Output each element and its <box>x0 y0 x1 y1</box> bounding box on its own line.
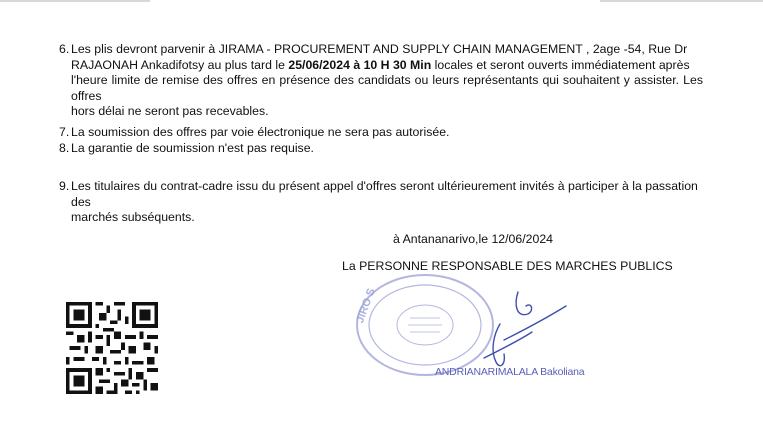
clause-7 <box>59 125 703 141</box>
clause-text <box>71 179 703 226</box>
clause-line: Les plis devront parvenir à JIRAMA - PROCUREMENT AND SUPPLY CHAIN MANAGEMENT , 2age -54, Rue Dr <box>71 42 688 56</box>
top-edge-mark <box>0 0 150 2</box>
clause-text-segment: RAJAONAH Ankadifotsy au plus tard le <box>71 57 289 72</box>
clause-6 <box>59 42 703 120</box>
clause-number: 9. <box>59 179 70 193</box>
clause-text: La garantie de soumission n'est pas requise. <box>71 141 314 155</box>
clause-line: hors délai ne seront pas recevables. <box>71 104 269 119</box>
place-and-date: à Antananarivo,le 12/06/2024 <box>393 232 553 246</box>
clause-9 <box>59 179 703 226</box>
clause-number: 6. <box>59 42 70 56</box>
clause-text-segment: locales et seront ouverts immédiatement après <box>431 57 690 72</box>
qr-code-icon <box>66 302 158 394</box>
clause-8 <box>59 141 703 157</box>
deadline-date: 25/06/2024 à 10 H 30 Min <box>288 57 432 72</box>
clause-number: 8. <box>59 141 70 155</box>
clause-text <box>71 42 703 120</box>
clause-text: La soumission des offres par voie électronique ne sera pas autorisée. <box>71 125 450 139</box>
signatory-title: La PERSONNE RESPONSABLE DES MARCHES PUBLICS <box>342 259 673 273</box>
handwritten-signature-icon <box>470 284 580 374</box>
clause-line <box>71 58 703 74</box>
signatory-name: ANDRIANARIMALALA Bakoliana <box>435 366 585 378</box>
clause-line: marchés subséquents. <box>71 210 195 225</box>
clause-line: Les titulaires du contrat-cadre issu du présent appel d'offres seront ultérieurement invités à participer à la passation des <box>71 179 698 209</box>
clause-number: 7. <box>59 125 70 139</box>
top-edge-mark <box>600 0 763 2</box>
clause-line: l'heure limite de remise des offres en présence des candidats ou leurs représentants qui souhaitent y assister. Les offres <box>71 73 703 103</box>
stamp-text: JIRO S <box>354 286 378 325</box>
